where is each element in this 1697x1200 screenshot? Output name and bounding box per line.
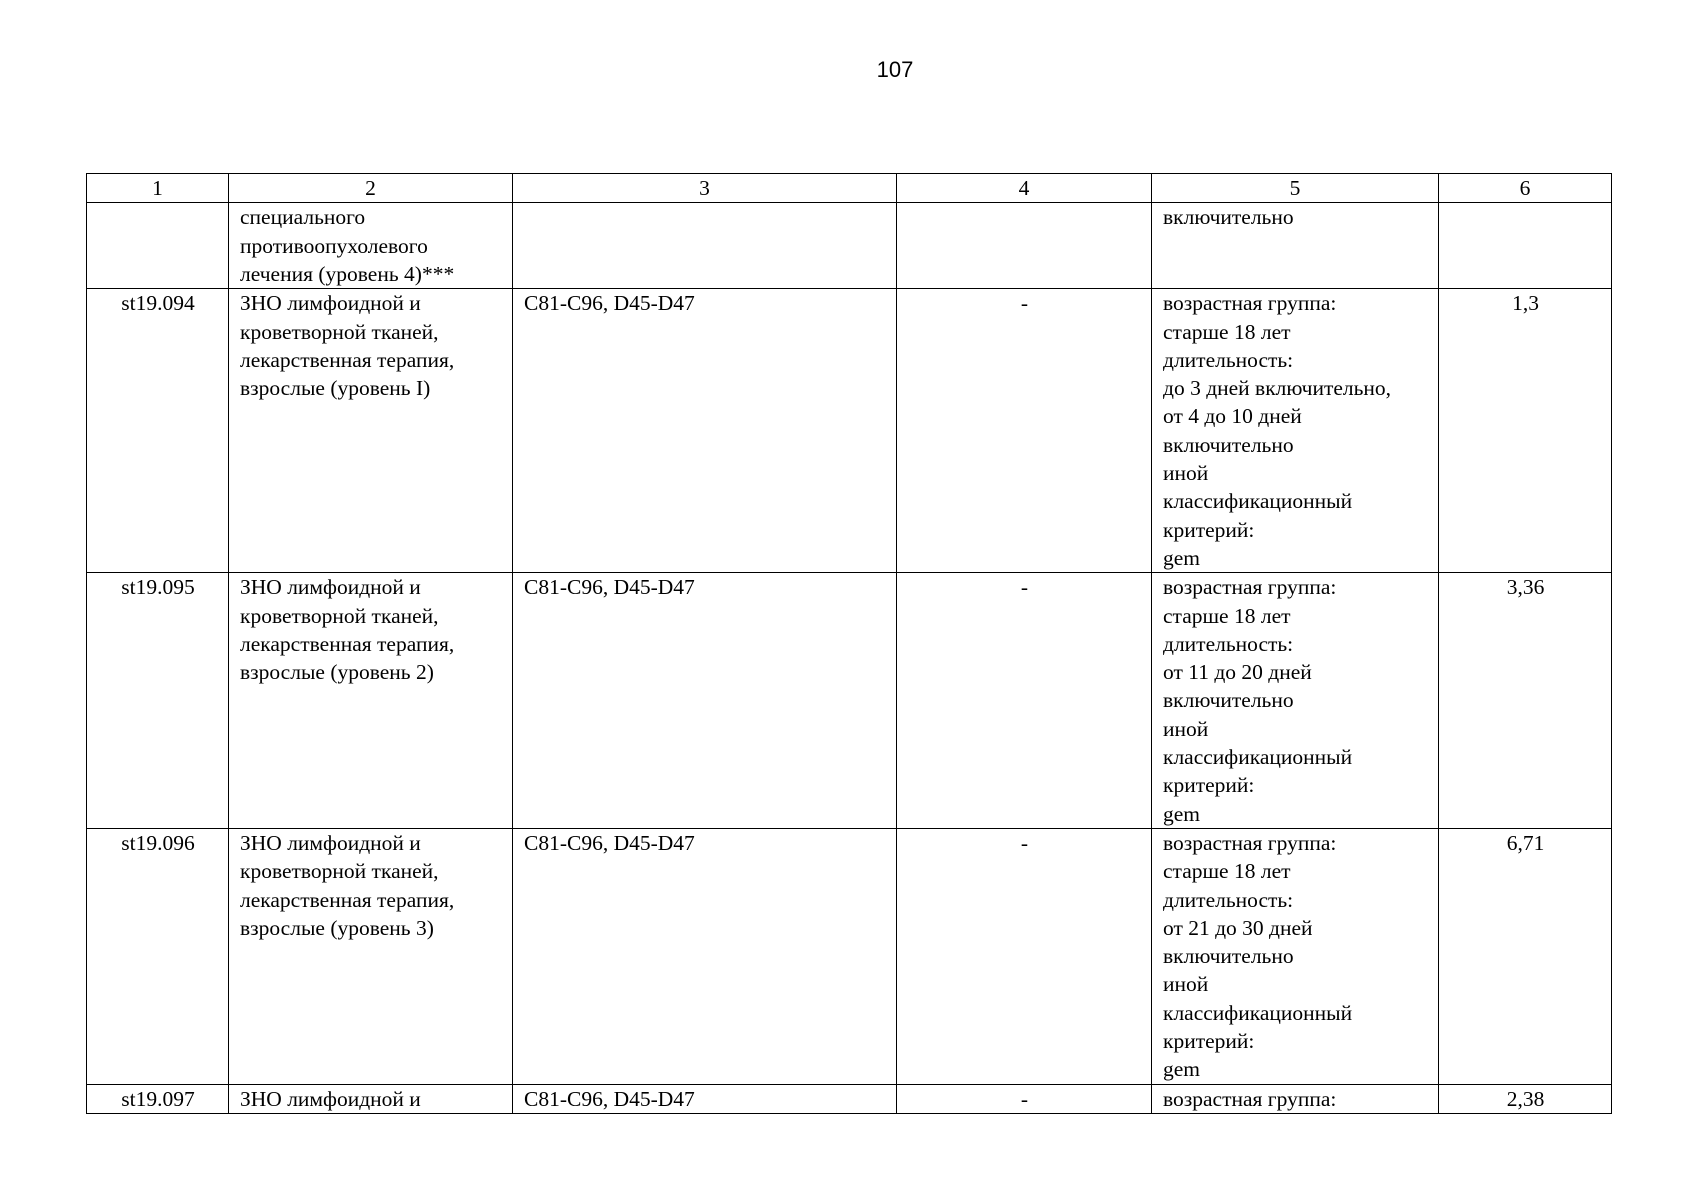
row-coefficient xyxy=(1439,203,1612,289)
column-header-1: 1 xyxy=(87,174,229,203)
row-name: ЗНО лимфоидной и кроветворной тканей, лекарственная терапия, взрослые (уровень 3) xyxy=(229,828,513,1084)
row-code: st19.096 xyxy=(87,828,229,1084)
table-header-row xyxy=(87,174,1612,203)
page-number: 107 xyxy=(876,57,914,82)
row-criteria: возрастная группа: xyxy=(1152,1084,1439,1113)
row-name: ЗНО лимфоидной и xyxy=(229,1084,513,1113)
row-criteria: включительно xyxy=(1152,203,1439,289)
row-mkb-extra: - xyxy=(897,573,1152,829)
row-coefficient: 1,3 xyxy=(1439,289,1612,573)
column-header-2: 2 xyxy=(229,174,513,203)
row-coefficient: 2,38 xyxy=(1439,1084,1612,1113)
row-name: ЗНО лимфоидной и кроветворной тканей, лекарственная терапия, взрослые (уровень I) xyxy=(229,289,513,573)
row-name: ЗНО лимфоидной и кроветворной тканей, лекарственная терапия, взрослые (уровень 2) xyxy=(229,573,513,829)
column-header-5: 5 xyxy=(1152,174,1439,203)
row-mkb: C81-C96, D45-D47 xyxy=(513,1084,897,1113)
table-row xyxy=(87,203,1612,289)
row-criteria: возрастная группа: старше 18 лет длительность: до 3 дней включительно, от 4 до 10 дней включительно иной классификационный критерий: gem xyxy=(1152,289,1439,573)
row-name: специального противоопухолевого лечения (уровень 4)*** xyxy=(229,203,513,289)
row-mkb: C81-C96, D45-D47 xyxy=(513,828,897,1084)
table-row xyxy=(87,828,1612,1084)
row-mkb xyxy=(513,203,897,289)
row-coefficient: 6,71 xyxy=(1439,828,1612,1084)
row-mkb: C81-C96, D45-D47 xyxy=(513,289,897,573)
row-code xyxy=(87,203,229,289)
table-row xyxy=(87,573,1612,829)
row-criteria: возрастная группа: старше 18 лет длительность: от 11 до 20 дней включительно иной классификационный критерий: gem xyxy=(1152,573,1439,829)
column-header-3: 3 xyxy=(513,174,897,203)
table-row xyxy=(87,1084,1612,1113)
tariff-table xyxy=(86,173,1612,1114)
row-mkb-extra xyxy=(897,203,1152,289)
row-code: st19.094 xyxy=(87,289,229,573)
row-mkb-extra: - xyxy=(897,289,1152,573)
row-code: st19.095 xyxy=(87,573,229,829)
row-mkb: C81-C96, D45-D47 xyxy=(513,573,897,829)
row-coefficient: 3,36 xyxy=(1439,573,1612,829)
column-header-6: 6 xyxy=(1439,174,1612,203)
row-code: st19.097 xyxy=(87,1084,229,1113)
row-criteria: возрастная группа: старше 18 лет длительность: от 21 до 30 дней включительно иной классификационный критерий: gem xyxy=(1152,828,1439,1084)
column-header-4: 4 xyxy=(897,174,1152,203)
row-mkb-extra: - xyxy=(897,1084,1152,1113)
table-row xyxy=(87,289,1612,573)
row-mkb-extra: - xyxy=(897,828,1152,1084)
